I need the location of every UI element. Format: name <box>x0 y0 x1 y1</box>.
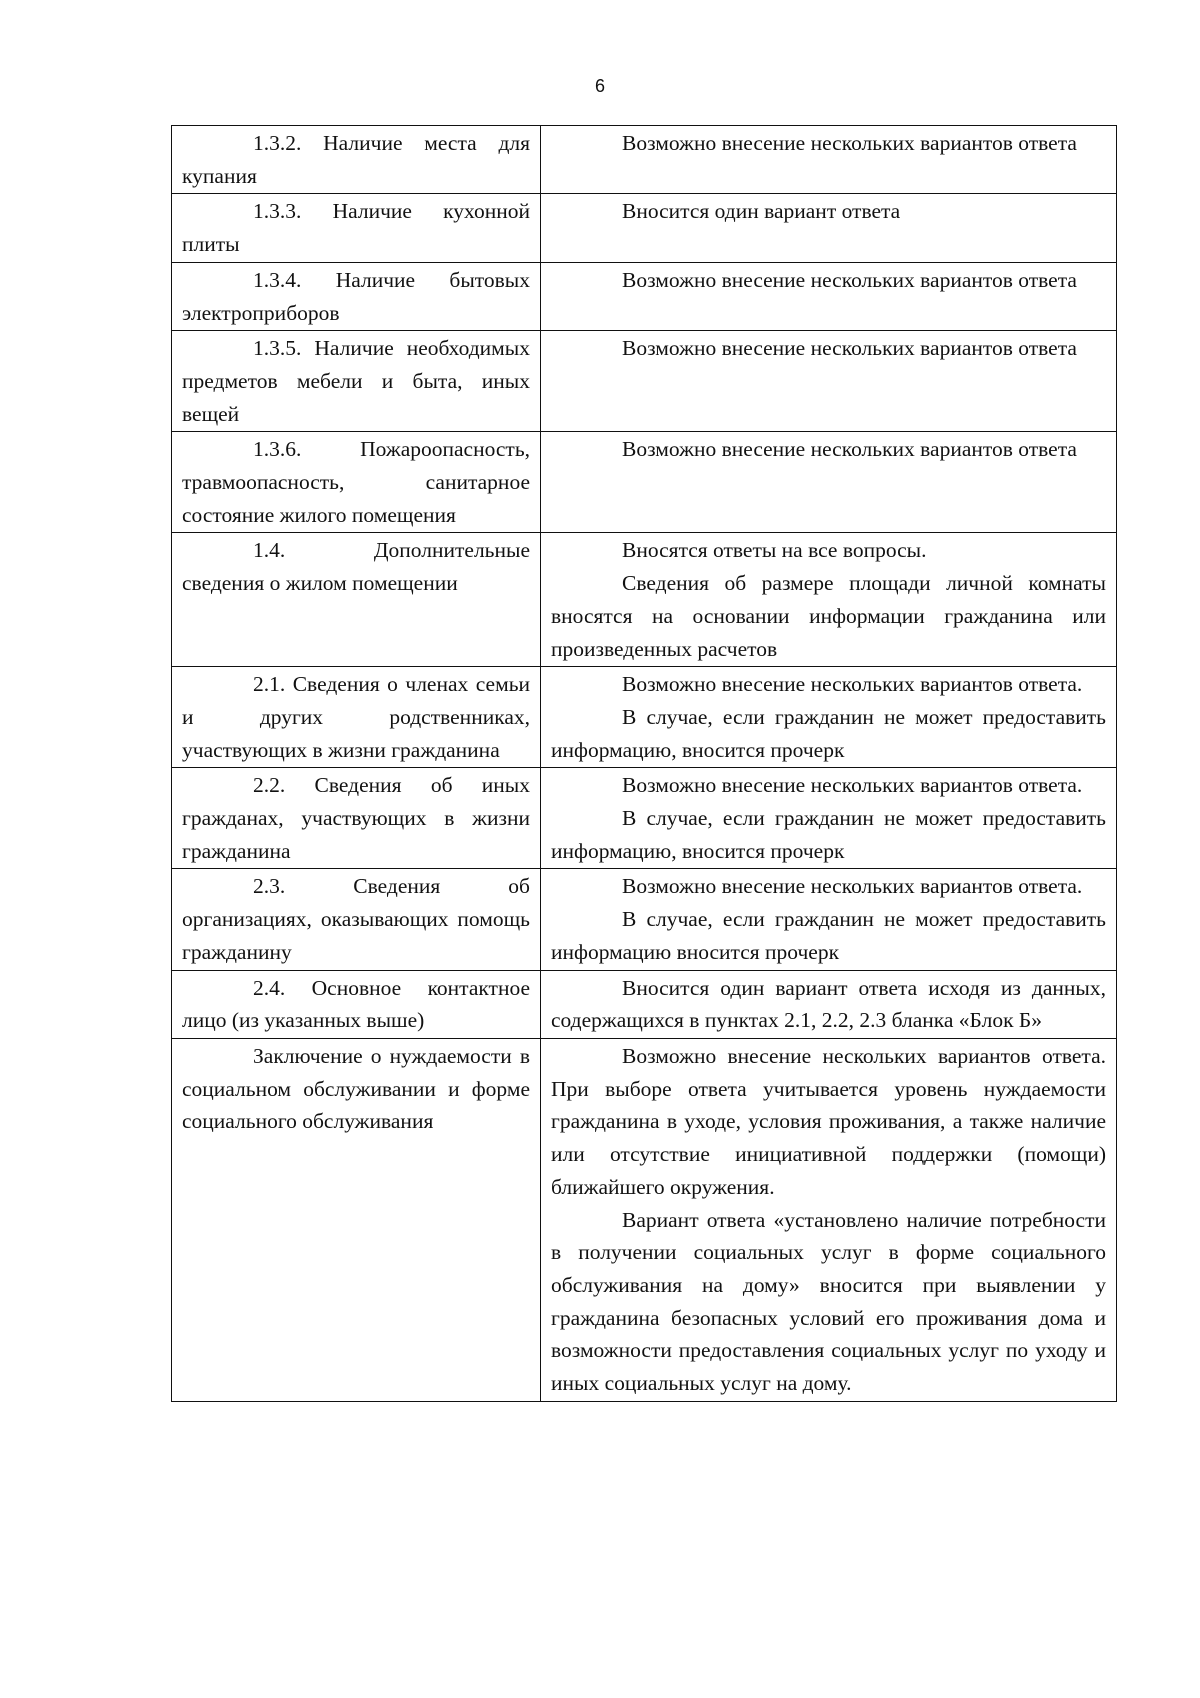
instruction-text: Вариант ответа «установлено наличие потребности в получении социальных услуг в форме социального обслуживания на дому» вносится при выявлении у гражданина безопасных условий его проживания дома и возможности предоставления социальных услуг по уходу и иных социальных услуг на дому. <box>551 1207 1106 1396</box>
item-text: 2.1. Сведения о членах семьи и других родственниках, участвующих в жизни гражданина <box>182 672 530 762</box>
instruction-cell <box>541 331 1117 432</box>
instruction-cell <box>541 667 1117 768</box>
instruction-text: Возможно внесение нескольких вариантов ответа. <box>622 874 1083 899</box>
item-text: 1.4. Дополнительные сведения о жилом помещении <box>182 538 530 596</box>
table-row <box>172 126 1117 194</box>
instruction-text: Вносятся ответы на все вопросы. <box>622 538 927 563</box>
instruction-cell <box>541 869 1117 970</box>
instruction-text: В случае, если гражданин не может предоставить информацию, вносится прочерк <box>551 806 1106 863</box>
instruction-text: Возможно внесение нескольких вариантов ответа <box>622 267 1077 292</box>
table-row <box>172 869 1117 970</box>
table-body <box>172 126 1117 1402</box>
instruction-cell <box>541 432 1117 533</box>
instruction-cell <box>541 970 1117 1038</box>
item-text: Заключение о нуждаемости в социальном обслуживании и форме социального обслуживания <box>182 1043 530 1134</box>
item-cell <box>172 970 541 1038</box>
item-text: 2.3. Сведения об организациях, оказывающих помощь гражданину <box>182 874 530 964</box>
item-cell <box>172 869 541 970</box>
instruction-text: Возможно внесение нескольких вариантов ответа. <box>622 672 1083 697</box>
table-row <box>172 432 1117 533</box>
instruction-cell <box>541 768 1117 869</box>
instruction-text: Возможно внесение нескольких вариантов ответа <box>622 131 1077 155</box>
instruction-cell <box>541 262 1117 330</box>
table-row <box>172 768 1117 869</box>
item-cell <box>172 432 541 533</box>
item-cell <box>172 331 541 432</box>
table-row <box>172 194 1117 262</box>
item-text: 1.3.6. Пожароопасность, травмоопасность, санитарное состояние жилого помещения <box>182 437 530 527</box>
instructions-table <box>171 125 1117 1402</box>
instruction-cell <box>541 533 1117 667</box>
item-cell <box>172 194 541 262</box>
instruction-text: Сведения об размере площади личной комнаты вносятся на основании информации гражданина или произведенных расчетов <box>551 571 1106 661</box>
item-text: 1.3.4. Наличие бытовых электроприборов <box>182 267 530 325</box>
instruction-cell <box>541 126 1117 194</box>
instruction-cell <box>541 194 1117 262</box>
item-cell <box>172 667 541 768</box>
instruction-cell <box>541 1038 1117 1401</box>
instruction-text: Возможно внесение нескольких вариантов ответа. <box>622 773 1083 798</box>
instruction-text: В случае, если гражданин не может предоставить информацию вносится прочерк <box>551 907 1106 964</box>
instruction-text: Вносится один вариант ответа <box>622 199 901 224</box>
item-cell <box>172 262 541 330</box>
item-cell <box>172 1038 541 1401</box>
table-row <box>172 533 1117 667</box>
item-text: 1.3.3. Наличие кухонной плиты <box>182 199 530 257</box>
instruction-text: Возможно внесение нескольких вариантов ответа. При выборе ответа учитывается уровень нуждаемости гражданина в уходе, условия проживания, а также наличие или отсутствие инициативной поддержки (помощи) ближайшего окружения. <box>551 1043 1106 1199</box>
instruction-text: Вносится один вариант ответа исходя из данных, содержащихся в пунктах 2.1, 2.2, 2.3 бланка «Блок Б» <box>551 975 1106 1033</box>
table-row <box>172 262 1117 330</box>
instruction-text: Возможно внесение нескольких вариантов ответа <box>622 437 1077 462</box>
item-text: 1.3.5. Наличие необходимых предметов мебели и быта, иных вещей <box>182 336 530 426</box>
item-text: 2.2. Сведения об иных гражданах, участвующих в жизни гражданина <box>182 773 530 863</box>
item-text: 1.3.2. Наличие места для купания <box>182 131 530 188</box>
table-row <box>172 1038 1117 1401</box>
instruction-text: Возможно внесение нескольких вариантов ответа <box>622 336 1077 361</box>
item-cell <box>172 533 541 667</box>
item-cell <box>172 768 541 869</box>
table-row <box>172 331 1117 432</box>
table-row <box>172 667 1117 768</box>
item-cell <box>172 126 541 194</box>
item-text: 2.4. Основное контактное лицо (из указанных выше) <box>182 975 530 1033</box>
table-row <box>172 970 1117 1038</box>
page-number: 6 <box>594 76 605 96</box>
instruction-text: В случае, если гражданин не может предоставить информацию, вносится прочерк <box>551 704 1106 762</box>
